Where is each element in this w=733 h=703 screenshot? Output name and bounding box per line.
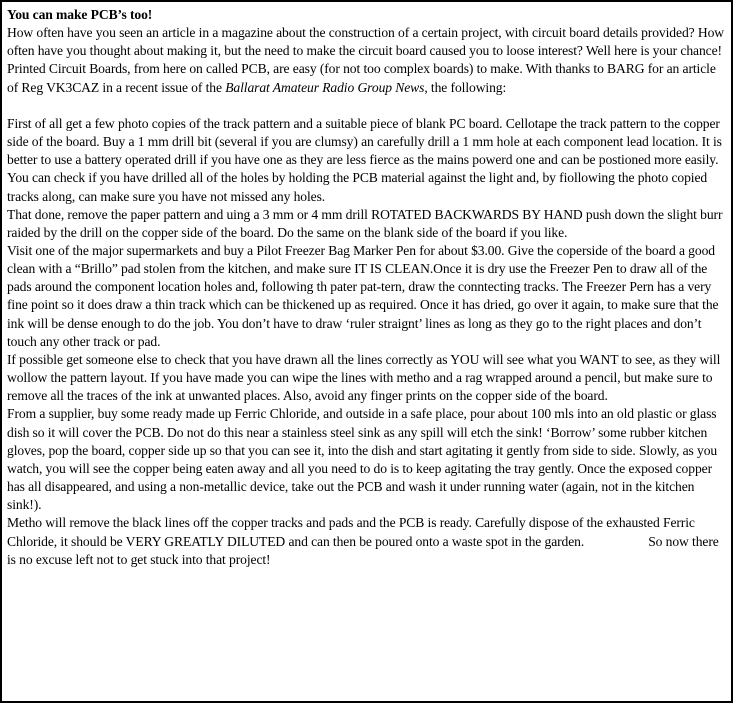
intro-text-b: , the following: bbox=[424, 79, 507, 95]
closing-line: So now there is no excuse left not to get stuck into that project! bbox=[7, 533, 719, 567]
paragraph-finishing bbox=[7, 514, 727, 568]
intro-text-a: How often have you seen an article in a magazine about the construction of a certain project, with circuit board details provided? How often have you thought about making it, but the need to make the circuit board caused you to loose interest? Well here is your chance! Printed Circuit Boards, from here on called PCB, are easy (for not too complex boards) to make. With thanks to BARG for an article of Reg VK3CAZ in a recent issue of the bbox=[7, 25, 724, 95]
paragraph-etching: From a supplier, buy some ready made up Ferric Chloride, and outside in a safe place, pour about 100 mls into an old plastic or glass dish so it will cover the PCB. Do not do this near a stainless steel sink as any spill will etch the sink! ‘Borrow’ some rubber kitchen gloves, pop the board, copper side up so that you can see it, into the dish and start agitating it gently from side to side. Slowly, as you watch, you will see the copper being eaten away and all you need to do is to keep agitating the tray gently. Once the exposed copper has all disappeared, and using a non-metallic device, take out the PCB and wash it under running water (again, not in the kitchen sink!). bbox=[7, 406, 718, 513]
article-body bbox=[2, 2, 731, 569]
article-title: You can make PCB’s too! bbox=[7, 7, 153, 22]
publication-name: Ballarat Amateur Radio Group News bbox=[225, 79, 425, 95]
paragraph-burr: That done, remove the paper pattern and uing a 3 mm or 4 mm drill ROTATED BACKWARDS BY HAND push down the slight burr raided by the drill on the copper side of the board. Do the same on the blank side of the board if you like. bbox=[7, 206, 723, 240]
paragraph-gap bbox=[7, 97, 727, 115]
finishing-text: Metho will remove the black lines off the copper tracks and pads and the PCB is ready. Carefully dispose of the exhausted Ferric Chloride, it should be VERY GREATLY DILUTED and can then be poured onto a waste spot in the garden. bbox=[7, 515, 695, 549]
intro-paragraph bbox=[7, 24, 727, 97]
paragraph-checking: If possible get someone else to check that you have drawn all the lines correctly as YOU will see what you WANT to see, as they will wollow the pattern layout. If you have made you can wipe the lines with metho and a rag wrapped around a pencil, but make sure to remove all the traces of the ink at unwanted places. Also, avoid any finger prints on the copper side of the board. bbox=[7, 351, 721, 404]
paragraph-drawing: Visit one of the major supermarkets and buy a Pilot Freezer Bag Marker Pen for about $3.00. Give the coperside of the board a good clean with a “Brillo” pad stolen from the kitchen, and make sure IT IS CLEAN.Once it is dry use the Freezer Pen to draw all of the pads around the component location holes and, following th pater pat-tern, draw the conntecting tracks. The Freezer Pern has a very fine point so it does draw a thin track which can be thickened up as required. Once it has dried, go over it again, to make sure that the ink will be dense enough to do the job. You don’t have to draw ‘ruler straignt’ lines as long as they go to the right places and don’t touch any other track or pad. bbox=[7, 243, 719, 349]
paragraph-drilling: First of all get a few photo copies of the track pattern and a suitable piece of blank PC board. Cellotape the track pattern to the copper side of the board. Buy a 1 mm drill bit (several if you are clumsy) an carefully drill a 1 mm hole at each component lead location. It is better to use a battery operated drill if you have one as they are less fierce as the mains powerd one and can be postioned more easily. You can check if you have drilled all of the holes by holding the PCB material against the light and, by fiollowing the photo copied tracks along, can make sure you have not missed any holes. bbox=[7, 115, 722, 204]
